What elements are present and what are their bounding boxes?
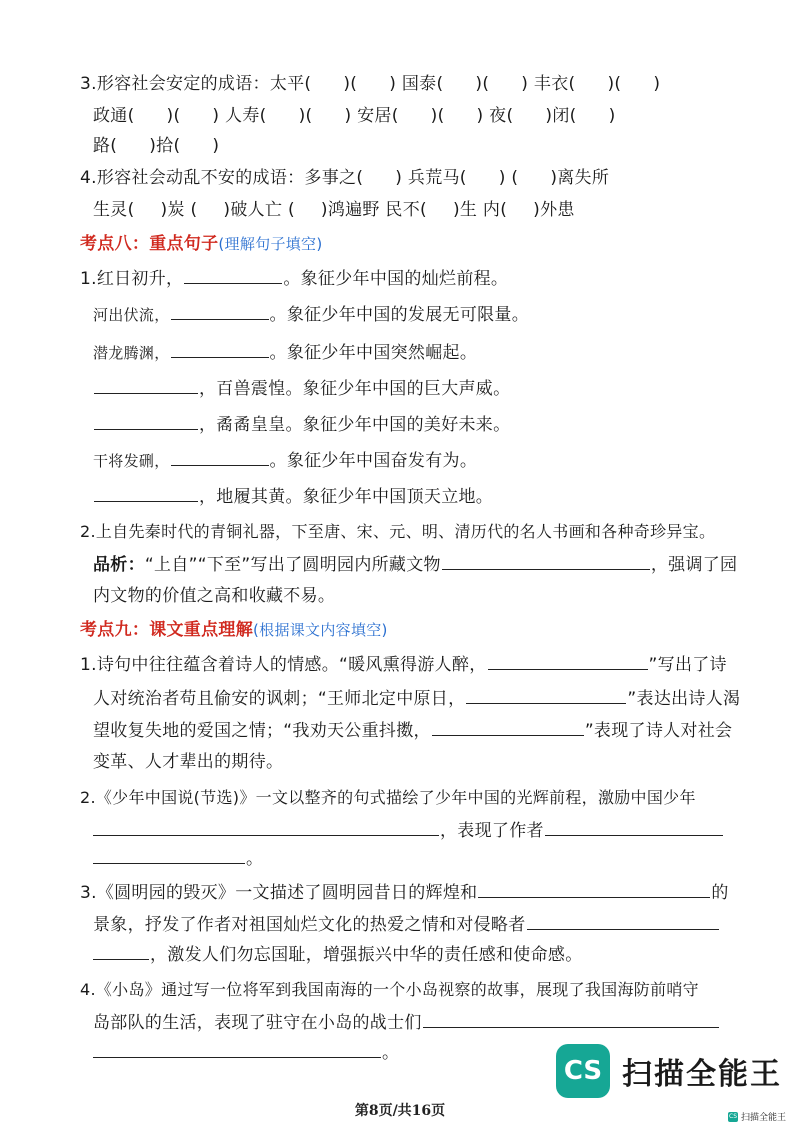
q3-text: ) 国泰( xyxy=(389,74,444,94)
q3-text: )( xyxy=(475,74,490,94)
s9-p1-line3 xyxy=(93,718,732,743)
q3-text: )拾( xyxy=(149,136,181,156)
q3-text: 政通( xyxy=(93,106,135,126)
answer-blank[interactable] xyxy=(478,880,710,898)
page-number: 第8页/共16页 xyxy=(354,1103,446,1119)
s9-p3-line2 xyxy=(93,912,720,937)
s9-text: 。 xyxy=(382,1043,400,1063)
analysis-text: “上自”“下至”写出了圆明园内所藏文物 xyxy=(144,555,441,575)
answer-blank[interactable] xyxy=(93,818,439,836)
q3-text: )( xyxy=(298,106,313,126)
s8-item3 xyxy=(93,340,477,365)
s9-p1-line4 xyxy=(93,750,283,774)
s9-p2-line1 xyxy=(80,786,696,810)
section9-heading xyxy=(80,618,388,642)
scanner-brand xyxy=(556,1043,782,1099)
q3-line2 xyxy=(93,104,616,128)
q3-text: ) 夜( xyxy=(476,106,514,126)
answer-blank[interactable] xyxy=(527,912,719,930)
s9-text: 2.《少年中国说(节选)》一文以整齐的句式描绘了少年中国的光辉前程，激励中国少年 xyxy=(80,788,696,807)
s8-text: 潜龙腾渊， xyxy=(93,344,170,362)
answer-blank[interactable] xyxy=(545,818,723,836)
s8-item6 xyxy=(93,448,477,473)
section8-heading xyxy=(80,232,323,256)
q3-text: 路( xyxy=(93,136,118,156)
s8-item7 xyxy=(93,484,493,509)
q3-text: ) xyxy=(653,74,661,94)
s9-text: 变革、人才辈出的期待。 xyxy=(93,752,284,772)
s9-text: 4.《小岛》通过写一位将军到我国南海的一个小岛视察的故事，展现了我国海防前哨守 xyxy=(80,980,699,999)
s8-text: 。象征少年中国突然崛起。 xyxy=(269,343,478,363)
s9-text: 人对统治者苟且偷安的讽刺；“王师北定中原日， xyxy=(93,689,466,709)
s9-p4-line3 xyxy=(93,1040,399,1065)
s9-text: ”写出了诗 xyxy=(648,655,727,675)
q3-gap xyxy=(181,104,211,121)
s9-p3-line1 xyxy=(80,880,729,905)
answer-blank[interactable] xyxy=(488,652,648,670)
answer-blank[interactable] xyxy=(442,552,650,570)
q3-gap xyxy=(313,104,343,121)
q4-gap xyxy=(428,198,452,215)
section8-title: 考点八：重点句子 xyxy=(80,234,219,254)
q4-text: )外患 xyxy=(533,200,575,220)
q4-line2 xyxy=(93,198,575,222)
q3-text: )闭( xyxy=(545,106,577,126)
s9-p4-line2 xyxy=(93,1010,720,1035)
q3-gap xyxy=(578,104,608,121)
q3-text: ) xyxy=(212,136,220,156)
s8-text: ，百兽震惶。象征少年中国的巨大声威。 xyxy=(199,379,511,399)
q3-text: ) 人寿( xyxy=(212,106,267,126)
q4-gap xyxy=(508,198,532,215)
s9-p1-line1 xyxy=(80,652,727,677)
q3-gap xyxy=(490,72,520,89)
answer-blank[interactable] xyxy=(423,1010,719,1028)
s9-p3-line3 xyxy=(93,942,583,967)
q4-gap xyxy=(519,166,549,183)
answer-blank[interactable] xyxy=(93,1040,381,1058)
q3-gap xyxy=(400,104,430,121)
s8-item4 xyxy=(93,376,510,401)
q4-gap xyxy=(468,166,498,183)
q3-gap xyxy=(514,104,544,121)
q4-gap xyxy=(296,198,320,215)
q3-gap xyxy=(136,104,166,121)
q4-text: )炭 ( xyxy=(160,200,198,220)
q4-gap xyxy=(136,198,160,215)
s8-analysis-line1 xyxy=(93,552,737,577)
q4-text: )生 内( xyxy=(452,200,508,220)
s9-text: 3.《圆明园的毁灭》一文描述了圆明园昔日的辉煌和 xyxy=(80,883,478,903)
q4-gap xyxy=(198,198,222,215)
s9-text: 望收复失地的爱国之情；“我劝天公重抖擞， xyxy=(93,721,431,741)
q3-gap xyxy=(118,134,148,151)
q3-gap xyxy=(446,104,476,121)
s8-text: 。象征少年中国奋发有为。 xyxy=(269,451,478,471)
answer-blank[interactable] xyxy=(94,376,198,394)
s9-text: ，激发人们勿忘国耻，增强振兴中华的责任感和使命感。 xyxy=(150,945,583,965)
analysis-label: 品析： xyxy=(93,555,145,575)
section9-title: 考点九：课文重点理解 xyxy=(80,620,253,640)
answer-blank[interactable] xyxy=(432,718,584,736)
q3-gap xyxy=(358,72,388,89)
camscanner-small-icon: CS xyxy=(729,1113,737,1120)
analysis-text: ，强调了园 xyxy=(650,555,738,575)
s8-item2 xyxy=(93,302,529,327)
section9-note: (根据课文内容填空) xyxy=(253,621,388,639)
answer-blank[interactable] xyxy=(171,302,269,320)
scanner-brand-small xyxy=(728,1110,786,1123)
s8-item5 xyxy=(93,412,510,437)
s9-text: ，表现了作者 xyxy=(440,821,544,841)
q3-text: )( xyxy=(430,106,445,126)
q3-text: )( xyxy=(166,106,181,126)
q4-text: ) ( xyxy=(498,168,519,188)
q3-text: ) 安居( xyxy=(344,106,399,126)
s9-p2-line2 xyxy=(93,818,724,843)
s9-text: 景象，抒发了作者对祖国灿烂文化的热爱之情和对侵略者 xyxy=(93,915,526,935)
q4-text: ) 兵荒马( xyxy=(395,168,467,188)
s8-q2 xyxy=(80,520,715,544)
s8-text: 干将发硎， xyxy=(93,452,170,470)
answer-blank[interactable] xyxy=(184,266,282,284)
camscanner-logo-icon: CS xyxy=(556,1044,610,1098)
answer-blank[interactable] xyxy=(171,340,269,358)
q3-text: ) xyxy=(608,106,616,126)
s9-p1-line2 xyxy=(93,686,740,711)
s8-text: 。象征少年中国的灿烂前程。 xyxy=(283,269,509,289)
q3-text: )( xyxy=(607,74,622,94)
s8-text: 。象征少年中国的发展无可限量。 xyxy=(269,305,530,325)
s8-item1 xyxy=(80,266,508,291)
answer-blank[interactable] xyxy=(94,412,198,430)
q3-text: 3.形容社会安定的成语：太平( xyxy=(80,74,312,94)
answer-blank[interactable] xyxy=(93,846,245,864)
s9-text: ”表现了诗人对社会 xyxy=(584,721,733,741)
q3-gap xyxy=(622,72,652,89)
answer-blank[interactable] xyxy=(171,448,269,466)
s9-text: 1.诗句中往往蕴含着诗人的情感。“暖风熏得游人醉， xyxy=(80,655,487,675)
q3-gap xyxy=(268,104,298,121)
q3-gap xyxy=(181,134,211,151)
q3-line1 xyxy=(80,72,660,96)
q3-gap xyxy=(576,72,606,89)
q4-text: 4.形容社会动乱不安的成语：多事之( xyxy=(80,168,364,188)
q3-gap xyxy=(312,72,342,89)
q3-text: )( xyxy=(343,74,358,94)
brand-small-name: 扫描全能王 xyxy=(741,1113,787,1123)
brand-name: 扫描全能王 xyxy=(622,1057,782,1092)
s8-analysis-line2 xyxy=(93,584,335,608)
section8-note: (理解句子填空) xyxy=(218,235,323,253)
q4-gap xyxy=(364,166,394,183)
q3-line3 xyxy=(93,134,219,158)
q4-text: 生灵( xyxy=(93,200,135,220)
q4-text: )鸿遍野 民不( xyxy=(320,200,427,220)
s8-text: 1.红日初升， xyxy=(80,269,184,289)
q4-text: )离失所 xyxy=(550,168,610,188)
answer-blank[interactable] xyxy=(466,686,626,704)
q3-text: ) 丰衣( xyxy=(521,74,576,94)
q3-gap xyxy=(444,72,474,89)
s9-text: 。 xyxy=(246,849,264,869)
s9-p2-line3 xyxy=(93,846,263,871)
s8-text: ，地履其黄。象征少年中国顶天立地。 xyxy=(199,487,494,507)
s9-p4-line1 xyxy=(80,978,699,1002)
s9-text: 的 xyxy=(711,883,729,903)
q4-text: )破人亡 ( xyxy=(223,200,295,220)
analysis-text: 内文物的价值之高和收藏不易。 xyxy=(93,586,336,606)
s8-text: ，矞矞皇皇。象征少年中国的美好未来。 xyxy=(199,415,511,435)
s8-text: 河出伏流， xyxy=(93,306,170,324)
answer-blank[interactable] xyxy=(94,484,198,502)
s9-text: ”表达出诗人渴 xyxy=(627,689,741,709)
s9-text: 岛部队的生活，表现了驻守在小岛的战士们 xyxy=(93,1013,422,1033)
answer-blank[interactable] xyxy=(93,942,149,960)
s8-q2-text: 2.上自先秦时代的青铜礼器，下至唐、宋、元、明、清历代的名人书画和各种奇珍异宝。 xyxy=(80,522,716,541)
q4-line1 xyxy=(80,166,609,190)
